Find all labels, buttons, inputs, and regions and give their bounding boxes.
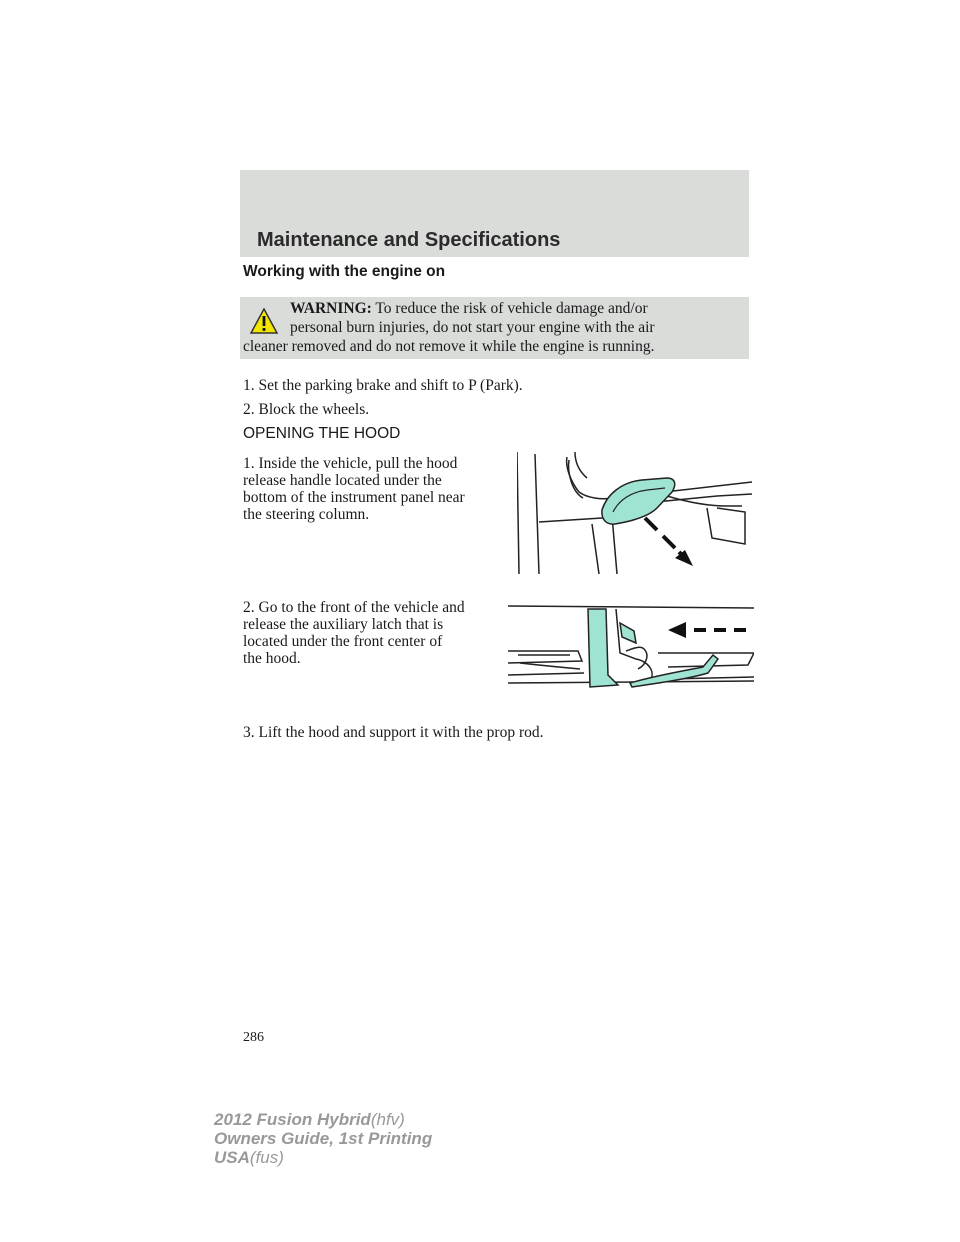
step-park: 1. Set the parking brake and shift to P (Park). [243, 377, 523, 394]
step-2-line: release the auxiliary latch that is [243, 616, 444, 633]
step-2-line: the hood. [243, 650, 301, 667]
footer-printing: Owners Guide, 1st Printing [214, 1129, 433, 1148]
auxiliary-latch-figure [508, 603, 754, 691]
step-2-text [243, 599, 503, 667]
step-3-text: 3. Lift the hood and support it with the prop rod. [243, 724, 544, 741]
footer-market: USA [214, 1148, 250, 1167]
warning-text [243, 299, 743, 356]
step-2-line: 2. Go to the front of the vehicle and [243, 599, 465, 616]
warning-line-2: personal burn injuries, do not start your engine with the air [290, 319, 655, 336]
footer [214, 1110, 432, 1167]
warning-line-1: To reduce the risk of vehicle damage and/or [375, 300, 648, 317]
step-1-text [243, 455, 503, 523]
footer-model: 2012 Fusion Hybrid [214, 1110, 371, 1129]
footer-model-code: (hfv) [370, 1110, 405, 1129]
warning-line-3: cleaner removed and do not remove it while the engine is running. [243, 338, 655, 355]
step-1-line: release handle located under the [243, 472, 442, 489]
footer-market-code: (fus) [249, 1148, 284, 1167]
subhead: Working with the engine on [243, 263, 446, 280]
step-2-line: located under the front center of [243, 633, 443, 650]
warning-label: WARNING: [290, 300, 372, 317]
page-number: 286 [243, 1030, 264, 1045]
step-1-line: bottom of the instrument panel near [243, 489, 465, 506]
page-title: Maintenance and Specifications [257, 229, 561, 251]
hood-release-handle-figure [517, 452, 752, 577]
step-1-line: 1. Inside the vehicle, pull the hood [243, 455, 458, 472]
step-block-wheels: 2. Block the wheels. [243, 401, 370, 418]
step-1-line: the steering column. [243, 506, 370, 523]
section-heading: OPENING THE HOOD [243, 425, 401, 442]
